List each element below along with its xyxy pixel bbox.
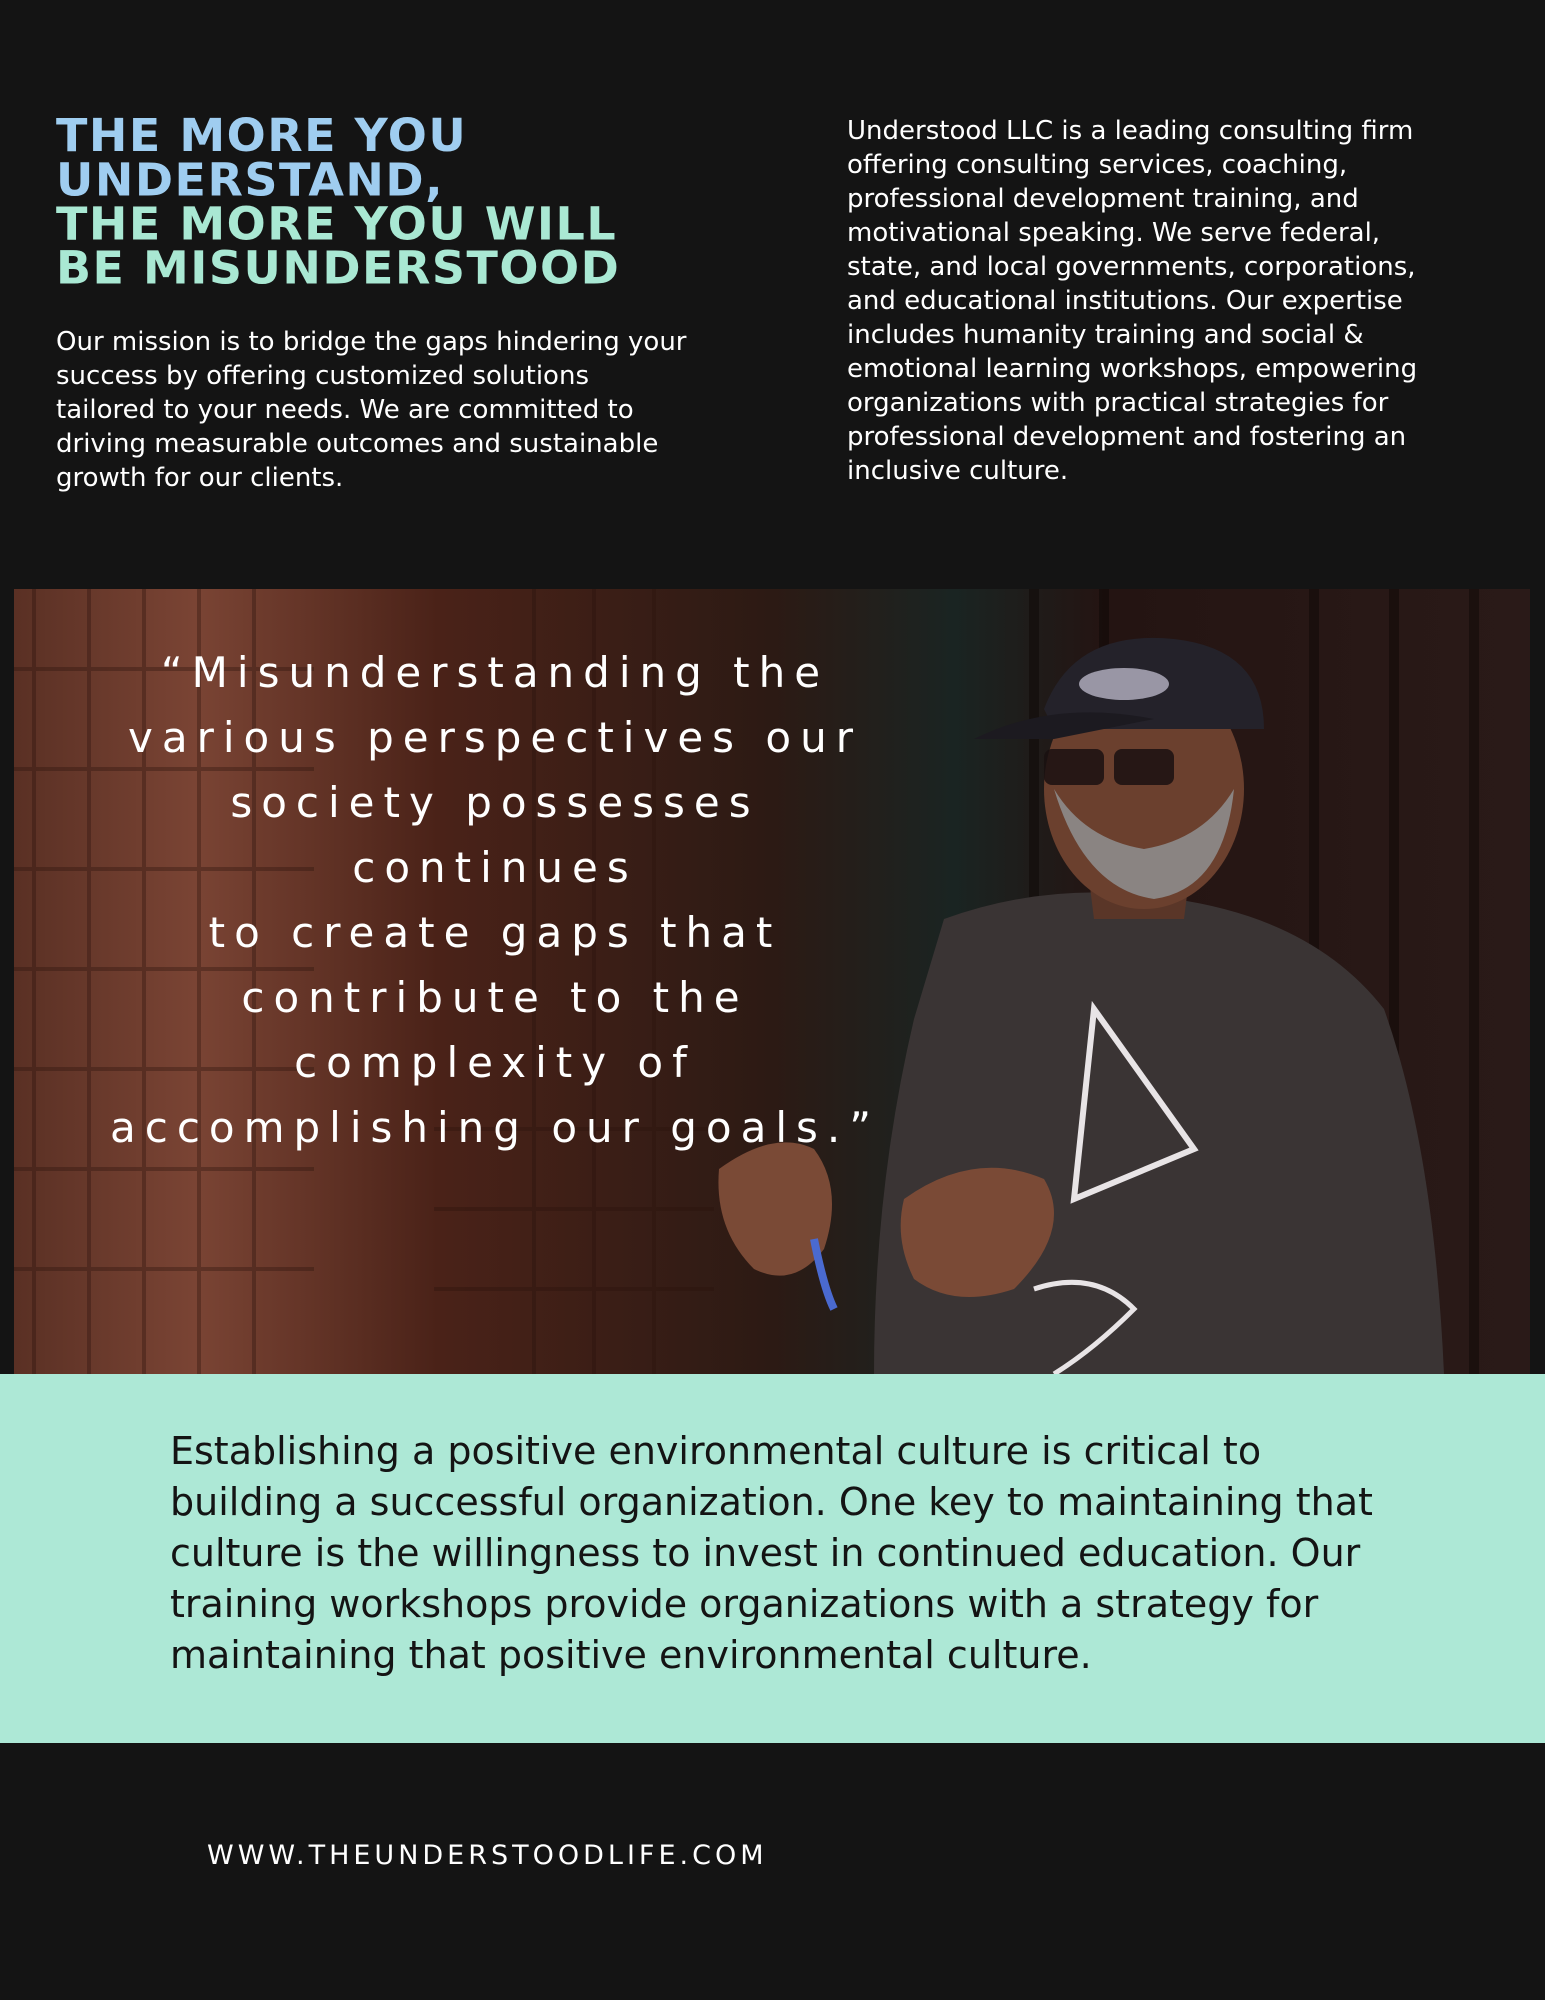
quote-line: contribute to the	[241, 973, 749, 1022]
quote-line: accomplishing our goals.”	[109, 1103, 880, 1152]
headline-line-4: BE MISUNDERSTOOD	[56, 241, 621, 295]
quote-line: various perspectives our	[128, 713, 862, 762]
headline-line-2: UNDERSTAND,	[56, 153, 445, 207]
culture-text: Establishing a positive environmental culture is critical to building a successful organization. One key to maintaining that culture is the willingness to invest in continued education. Our training workshops provide organizations with a strategy for maintaining that positive environmental culture.	[170, 1429, 1373, 1677]
headline	[56, 109, 816, 295]
about-company-text: Understood LLC is a leading consulting firm offering consulting services, coaching, professional development training, and motivational speaking. We serve federal, state, and local governments, corporations, and educational institutions. Our expertise includes humanity training and social & emotional learning workshops, empowering organizations with practical strategies for professional development and fostering an inclusive culture.	[847, 116, 1418, 486]
culture-band	[0, 1374, 1545, 1743]
website-link[interactable]: WWW.THEUNDERSTOODLIFE.COM	[207, 1840, 768, 1871]
quote-line: complexity of	[294, 1038, 696, 1087]
headline-line-1: THE MORE YOU	[56, 109, 468, 163]
quote-line: “Misunderstanding the	[160, 648, 830, 697]
headline-line-3: THE MORE YOU WILL	[56, 197, 618, 251]
quote-line: to create gaps that	[208, 908, 782, 957]
quote-line: society possesses continues	[230, 778, 760, 892]
pull-quote	[80, 640, 910, 1160]
mission-statement: Our mission is to bridge the gaps hindering your success by offering customized solutions tailored to your needs. We are committed to driving measurable outcomes and sustainable growth for our clients.	[56, 327, 687, 493]
